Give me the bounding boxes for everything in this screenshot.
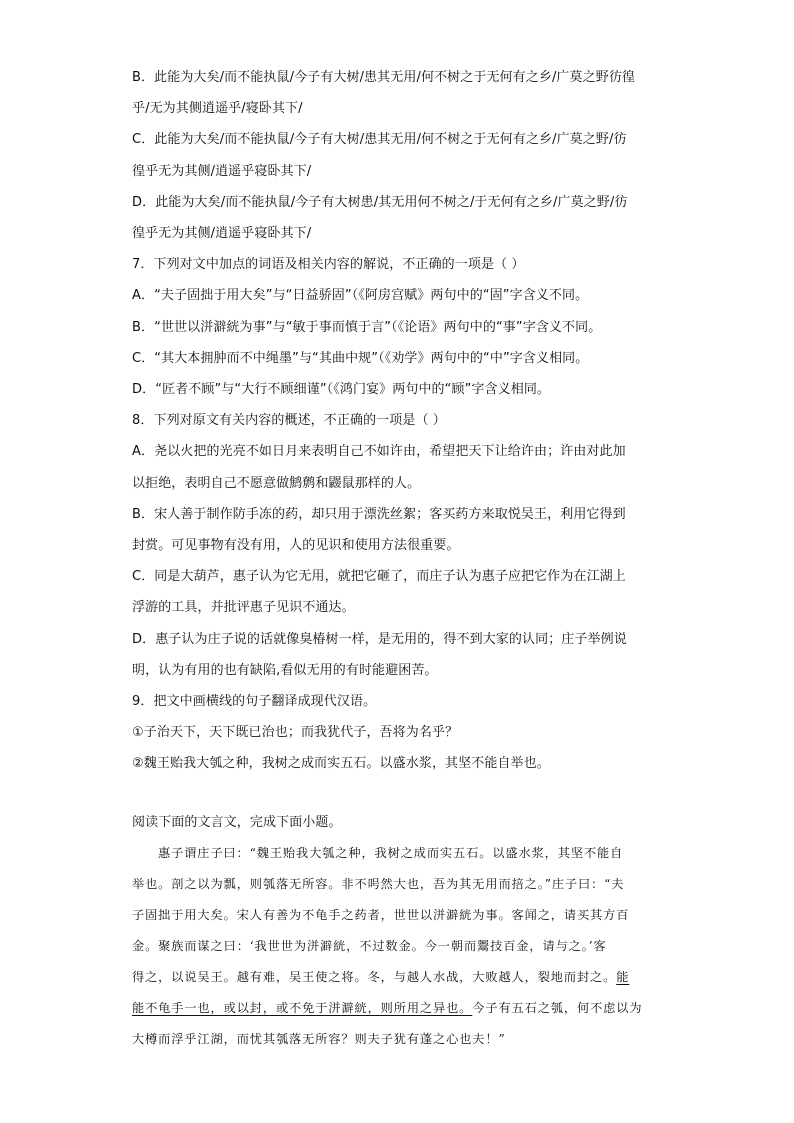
option-line: A．尧以火把的光亮不如日月来表明自己不如许由，希望把天下让给许由；许由对此加 (132, 444, 626, 460)
classical-passage (132, 838, 672, 1055)
document-content (132, 62, 672, 1055)
q9-item-1: ①子治天下，天下既已治也；而我犹代子，吾将为名乎？ (132, 725, 459, 741)
passage-text: 得之，以说吴王。越有难，吴王使之将。冬，与越人水战，大败越人，裂地而封之。 (132, 969, 617, 984)
q6-option-c (132, 124, 672, 186)
underlined-sentence: 能不龟手一也，或以封，或不免于洴澼絖，则所用之异也。 (132, 1000, 473, 1015)
q8-option-d (132, 624, 672, 686)
passage-text: 今子有五石之瓠，何不虑以为 (472, 1000, 643, 1015)
underlined-sentence: 能 (616, 969, 630, 984)
q8-option-a (132, 436, 672, 498)
q9-stem: 9．把文中画横线的句子翻译成现代汉语。 (132, 694, 377, 710)
passage-line: 金。聚族而谋之曰：‘我世世为洴澼絖，不过数金。今一朝而鬻技百金，请与之。’客 (132, 938, 607, 953)
passage-line (132, 962, 672, 993)
option-line: 明，认为有用的也有缺陷,看似无用的有时能避困苦。 (132, 662, 438, 678)
section-gap (132, 780, 672, 807)
option-line: 徨乎无为其侧/逍遥乎寝卧其下/ (132, 163, 312, 179)
q7-option-c: C．“其大本拥肿而不中绳墨”与“其曲中规”（《劝学》两句中的“中”字含义相同。 (132, 350, 589, 366)
q6-option-b (132, 62, 672, 124)
option-line: D．惠子认为庄子说的话就像臭椿树一样，是无用的，得不到大家的认同；庄子举例说 (132, 631, 627, 647)
option-line: 封赏。可见事物有没有用，人的见识和使用方法很重要。 (132, 538, 460, 554)
passage-line: 大樽而浮乎江湖，而忧其瓠落无所容？则夫子犹有蓬之心也夫！” (132, 1031, 506, 1046)
option-line: D．此能为大矣/而不能执鼠/今子有大树患/其无用何不树之/于无何有之乡/广莫之野/彷 (132, 194, 628, 210)
option-line: 徨乎无为其侧/逍遥乎寝卧其下/ (132, 226, 312, 242)
q7-stem: 7．下列对文中加点的词语及相关内容的解说，不正确的一项是（ ） (132, 257, 525, 273)
passage-line: 惠子谓庄子曰：“魏王贻我大瓠之种，我树之成而实五石。以盛水浆，其坚不能自 (158, 845, 624, 860)
q8-stem: 8．下列对原文有关内容的概述，不正确的一项是（ ） (132, 413, 446, 429)
option-line: 乎/无为其侧逍遥乎/寝卧其下/ (132, 101, 303, 117)
option-line: B．宋人善于制作防手冻的药，却只用于漂洗丝絮；客买药方来取悦吴王，利用它得到 (132, 506, 626, 522)
option-line: 浮游的工具，并批评惠子见识不通达。 (132, 600, 355, 616)
passage-line: 举也。剖之以为瓢，则瓠落无所容。非不呺然大也，吾为其无用而掊之。”庄子曰：“夫 (132, 876, 625, 891)
q8-option-c (132, 561, 672, 623)
option-line: 以拒绝，表明自己不愿意做鹪鹩和鼹鼠那样的人。 (132, 475, 421, 491)
option-line: C．同是大葫芦，惠子认为它无用，就把它砸了，而庄子认为惠子应把它作为在江湖上 (132, 569, 626, 585)
reading-instruction: 阅读下面的文言文，完成下面小题。 (132, 814, 342, 830)
q7-option-a: A．“夫子固拙于用大矣”与“日益骄固”（《阿房宫赋》两句中的“固”字含义不同。 (132, 288, 589, 304)
q7-option-d: D．“匠者不顾”与“大行不顾细谨”（《鸿门宴》两句中的“顾”字含义相同。 (132, 382, 551, 398)
q6-option-d (132, 187, 672, 249)
q7-option-b: B．“世世以洴澼絖为事”与“敏于事而慎于言”（《论语》两句中的“事”字含义不同。 (132, 319, 602, 335)
option-line: C．此能为大矣/而不能执鼠/今子有大树/患其无用/何不树之于无何有之乡/广莫之野/彷 (132, 132, 627, 148)
passage-line (132, 993, 672, 1024)
passage-line: 子固拙于用大矣。宋人有善为不龟手之药者，世世以洴澼絖为事。客闻之，请买其方百 (132, 907, 630, 922)
q8-option-b (132, 499, 672, 561)
q9-item-2: ②魏王贻我大瓠之种，我树之成而实五石。以盛水浆，其坚不能自举也。 (132, 756, 550, 772)
option-line: B．此能为大矣/而不能执鼠/今子有大树/患其无用/何不树之于无何有之乡/广莫之野彷徨 (132, 70, 636, 85)
